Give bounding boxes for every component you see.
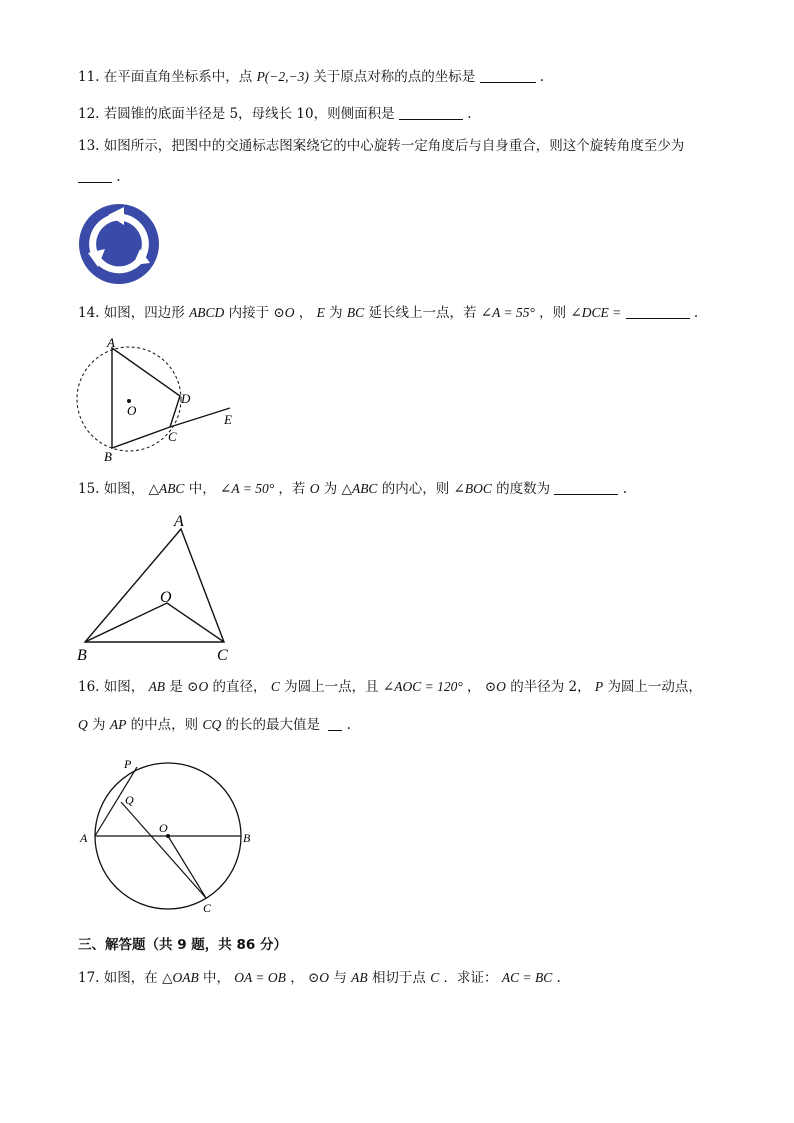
q16-cond: ∠AOC = 120° — [382, 679, 463, 694]
q16-t8: 的中点，则 — [130, 717, 199, 733]
q16-end: . — [346, 717, 351, 733]
q16-label-o: O — [159, 821, 168, 835]
q17-prove: AC = BC — [501, 970, 553, 985]
q16-q: Q — [78, 717, 88, 732]
question-15 — [78, 480, 627, 498]
q14-answer-blank[interactable] — [626, 318, 690, 319]
q15-o: O — [309, 481, 320, 496]
q16-circle: ⊙O — [187, 679, 209, 694]
question-16-line1 — [78, 678, 702, 696]
q11-end: . — [539, 69, 545, 85]
q12-end: . — [467, 106, 472, 122]
q16-ab: AB — [148, 679, 166, 694]
q13-end: . — [116, 169, 121, 185]
q14-label-e: E — [224, 412, 232, 427]
q11-point: P(−2,−3) — [256, 69, 309, 84]
q15-label-b: B — [77, 647, 87, 664]
q16-t5: 的半径为 2， — [510, 679, 591, 695]
q16-ap: AP — [109, 717, 127, 732]
q14-t2: ， — [298, 305, 313, 321]
q15-t5: 的度数为 — [496, 481, 551, 497]
q17-end: . — [556, 970, 561, 986]
q17-circle: ⊙O — [307, 970, 330, 985]
q15-answer-blank[interactable] — [554, 494, 618, 495]
q14-quad: ABCD — [189, 305, 225, 320]
q15-end: . — [622, 481, 628, 497]
q14-ask: ∠DCE = — [570, 305, 622, 320]
q16-t3: 为圆上一点，且 — [284, 679, 379, 695]
q17-tri: △OAB — [162, 970, 199, 985]
q15-cond: ∠A = 50° — [220, 481, 275, 496]
q15-bo-oc — [85, 603, 224, 642]
question-14 — [78, 304, 698, 322]
q14-label-d: D — [181, 391, 191, 406]
q14-cond: ∠A = 55° — [480, 305, 535, 320]
q17-num: 17. 如图，在 — [78, 970, 158, 986]
q14-t4: 延长线上一点，若 — [368, 305, 477, 321]
q16-label-b: B — [243, 831, 251, 845]
q15-tri2: △ABC — [341, 481, 378, 496]
q14-t1: 内接于 — [228, 305, 270, 321]
question-16-line2 — [78, 716, 351, 734]
q14-line-ce — [170, 408, 230, 427]
q17-ab: AB — [351, 970, 368, 985]
q16-label-q: Q — [125, 793, 134, 807]
q16-label-c: C — [203, 901, 212, 915]
question-13-answer-line — [78, 168, 121, 186]
question-17 — [78, 969, 561, 987]
question-12 — [78, 105, 472, 123]
q17-t1: 中， — [202, 970, 230, 986]
section-3-title: 三、解答题（共 9 题，共 86 分） — [78, 937, 287, 953]
q11-text-post: 关于原点对称的点的坐标是 — [313, 69, 476, 85]
q16-num: 16. 如图， — [78, 679, 145, 695]
q16-p: P — [594, 679, 604, 694]
q14-end: . — [693, 305, 699, 321]
q16-t2: 的直径， — [212, 679, 267, 695]
q14-e: E — [316, 305, 325, 320]
q16-t7: 为 — [92, 717, 106, 733]
q14-label-a: A — [107, 335, 115, 350]
q16-t1: 是 — [169, 679, 183, 695]
q14-bc: BC — [346, 305, 365, 320]
q12-answer-blank[interactable] — [399, 119, 463, 120]
q16-c: C — [270, 679, 280, 694]
q15-t4: 的内心，则 — [381, 481, 450, 497]
q16-label-p: P — [124, 757, 132, 771]
q17-eq: OA = OB — [234, 970, 286, 985]
q15-label-a: A — [174, 513, 184, 530]
q15-ask: ∠BOC — [453, 481, 492, 496]
q15-tri: △ABC — [148, 481, 185, 496]
q14-label-b: B — [104, 449, 112, 464]
q17-t5: ．求证： — [443, 970, 498, 986]
q14-label-c: C — [168, 429, 177, 444]
roundabout-sign-figure — [78, 203, 160, 285]
q15-t2: ，若 — [278, 481, 306, 497]
q16-segment-qc — [121, 802, 206, 898]
q15-num: 15. 如图， — [78, 481, 145, 497]
q16-circle2: ⊙O — [484, 679, 506, 694]
q16-answer-blank[interactable] — [328, 730, 342, 731]
q12-text: 12. 若圆锥的底面半径是 5，母线长 10，则侧面积是 — [78, 106, 395, 122]
question-11 — [78, 68, 544, 86]
q16-t4: ， — [467, 679, 481, 695]
q15-label-c: C — [217, 647, 228, 664]
q14-label-o: O — [127, 403, 137, 418]
question-13 — [78, 137, 684, 155]
q16-label-a: A — [80, 831, 88, 845]
q17-t3: 与 — [333, 970, 347, 986]
q17-t2: ， — [290, 970, 304, 986]
q11-text-pre: 11. 在平面直角坐标系中，点 — [78, 69, 253, 85]
q17-c: C — [430, 970, 440, 985]
q14-circle: ⊙O — [273, 305, 295, 320]
q14-num: 14. 如图，四边形 — [78, 305, 185, 321]
q16-radius-oc — [168, 836, 206, 898]
q15-t3: 为 — [323, 481, 338, 497]
q16-t9: 的长的最大值是 — [225, 717, 320, 733]
q15-triangle — [85, 529, 224, 642]
q15-figure — [74, 510, 244, 665]
q14-t3: 为 — [329, 305, 343, 321]
q14-t5: ，则 — [539, 305, 567, 321]
q11-answer-blank[interactable] — [480, 82, 536, 83]
q16-t6: 为圆上一动点， — [607, 679, 702, 695]
q13-answer-blank[interactable] — [78, 182, 112, 183]
q15-t1: 中， — [188, 481, 216, 497]
q13-text: 13. 如图所示，把图中的交通标志图案绕它的中心旋转一定角度后与自身重合，则这个旋转角度至少为 — [78, 138, 685, 154]
q14-figure — [74, 336, 244, 464]
q16-figure — [76, 756, 266, 918]
q17-t4: 相切于点 — [371, 970, 426, 986]
q15-label-o: O — [160, 589, 172, 606]
q16-cq: CQ — [202, 717, 222, 732]
